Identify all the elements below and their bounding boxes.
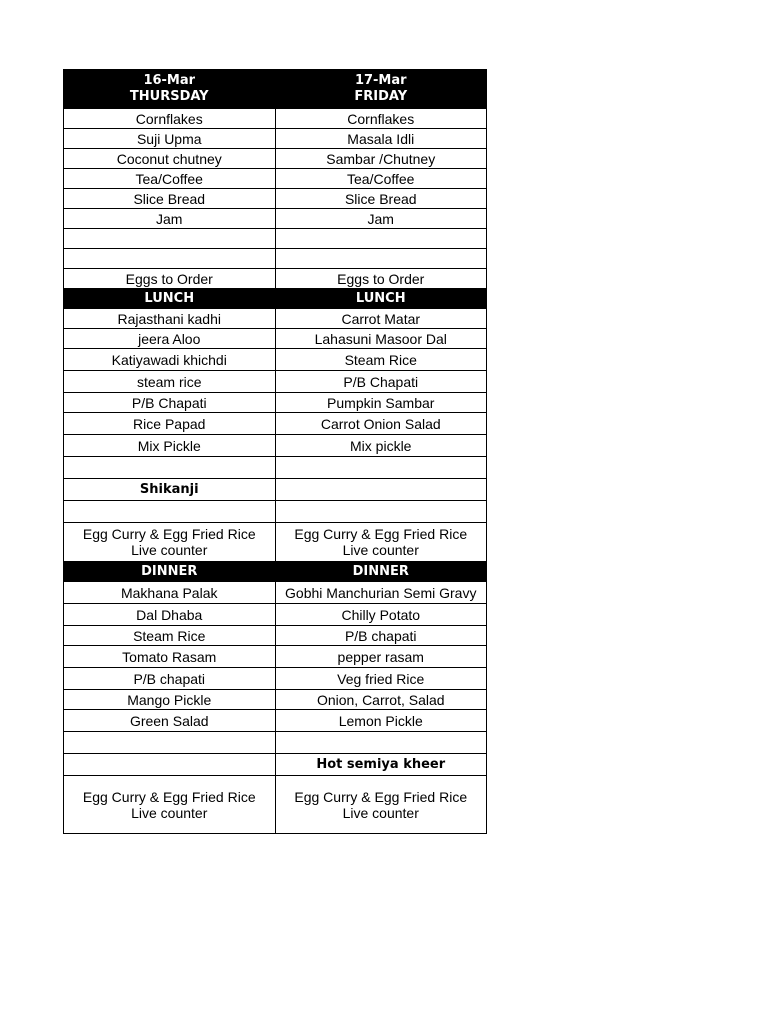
menu-cell: Slice Bread: [64, 189, 276, 209]
breakfast-row: [64, 109, 487, 129]
menu-cell: Eggs to Order: [275, 269, 487, 289]
dinner-row: [64, 754, 487, 776]
breakfast-row: [64, 129, 487, 149]
menu-cell: P/B Chapati: [275, 371, 487, 393]
lunch-row: [64, 309, 487, 329]
col2-date: 17-Mar: [275, 70, 487, 90]
menu-cell: Masala Idli: [275, 129, 487, 149]
live-counter-label: Live counter: [131, 804, 208, 821]
menu-cell: Steam Rice: [275, 349, 487, 371]
dinner-row: [64, 732, 487, 754]
menu-cell: Lemon Pickle: [275, 710, 487, 732]
menu-cell: Rajasthani kadhi: [64, 309, 276, 329]
col1-day: THURSDAY: [64, 89, 276, 109]
menu-cell: [275, 479, 487, 501]
dinner-row: [64, 690, 487, 710]
menu-cell: Hot semiya kheer: [275, 754, 487, 776]
menu-cell: [275, 501, 487, 523]
menu-cell: Jam: [64, 209, 276, 229]
live-counter-dish: Egg Curry & Egg Fried Rice: [294, 526, 468, 542]
dinner-row: [64, 604, 487, 626]
menu-cell: Mix pickle: [275, 435, 487, 457]
menu-cell: Carrot Matar: [275, 309, 487, 329]
dinner-row: [64, 582, 487, 604]
menu-cell: Chilly Potato: [275, 604, 487, 626]
menu-cell: Gobhi Manchurian Semi Gravy: [275, 582, 487, 604]
menu-cell: Rice Papad: [64, 413, 276, 435]
dinner-row: [64, 646, 487, 668]
menu-cell: Makhana Palak: [64, 582, 276, 604]
header-date-row: [64, 70, 487, 90]
menu-cell: Sambar /Chutney: [275, 149, 487, 169]
dinner-heading: DINNER: [64, 562, 276, 582]
lunch-heading: LUNCH: [64, 289, 276, 309]
live-counter-cell: [64, 523, 276, 562]
live-counter-label: Live counter: [131, 542, 208, 558]
breakfast-row: [64, 249, 487, 269]
lunch-row: [64, 329, 487, 349]
lunch-header-row: [64, 289, 487, 309]
menu-cell: [64, 457, 276, 479]
menu-cell: [275, 249, 487, 269]
col1-date: 16-Mar: [64, 70, 276, 90]
lunch-live-counter-row: [64, 523, 487, 562]
menu-cell: Lahasuni Masoor Dal: [275, 329, 487, 349]
menu-cell: Green Salad: [64, 710, 276, 732]
menu-cell: steam rice: [64, 371, 276, 393]
menu-cell: Cornflakes: [275, 109, 487, 129]
breakfast-row: [64, 209, 487, 229]
live-counter-cell: [275, 776, 487, 834]
live-counter-dish: Egg Curry & Egg Fried Rice: [82, 788, 256, 805]
breakfast-row: [64, 269, 487, 289]
lunch-row: [64, 349, 487, 371]
menu-cell: Tomato Rasam: [64, 646, 276, 668]
menu-cell: [64, 732, 276, 754]
menu-cell: [64, 501, 276, 523]
col2-day: FRIDAY: [275, 89, 487, 109]
lunch-row: [64, 479, 487, 501]
menu-cell: P/B chapati: [64, 668, 276, 690]
lunch-row: [64, 435, 487, 457]
live-counter-label: Live counter: [342, 804, 419, 821]
menu-cell: Pumpkin Sambar: [275, 393, 487, 413]
lunch-heading: LUNCH: [275, 289, 487, 309]
live-counter-cell: [64, 776, 276, 834]
menu-cell: P/B Chapati: [64, 393, 276, 413]
menu-cell: [64, 249, 276, 269]
menu-cell: [275, 732, 487, 754]
menu-cell: Tea/Coffee: [64, 169, 276, 189]
menu-cell: Mango Pickle: [64, 690, 276, 710]
menu-cell: [275, 457, 487, 479]
menu-cell: Coconut chutney: [64, 149, 276, 169]
menu-cell: Suji Upma: [64, 129, 276, 149]
live-counter-cell: [275, 523, 487, 562]
menu-cell: [64, 229, 276, 249]
lunch-row: [64, 371, 487, 393]
live-counter-label: Live counter: [342, 542, 419, 558]
lunch-row: [64, 457, 487, 479]
dinner-header-row: [64, 562, 487, 582]
breakfast-row: [64, 169, 487, 189]
dinner-heading: DINNER: [275, 562, 487, 582]
menu-cell: Jam: [275, 209, 487, 229]
dinner-row: [64, 668, 487, 690]
breakfast-row: [64, 149, 487, 169]
menu-cell: Veg fried Rice: [275, 668, 487, 690]
header-day-row: [64, 89, 487, 109]
dinner-row: [64, 710, 487, 732]
menu-cell: Tea/Coffee: [275, 169, 487, 189]
lunch-row: [64, 501, 487, 523]
menu-cell: pepper rasam: [275, 646, 487, 668]
menu-cell: jeera Aloo: [64, 329, 276, 349]
menu-cell: Onion, Carrot, Salad: [275, 690, 487, 710]
menu-cell: Mix Pickle: [64, 435, 276, 457]
breakfast-row: [64, 189, 487, 209]
dinner-live-counter-row: [64, 776, 487, 834]
menu-table: [63, 69, 487, 834]
menu-cell: Shikanji: [64, 479, 276, 501]
lunch-row: [64, 393, 487, 413]
menu-cell: Cornflakes: [64, 109, 276, 129]
menu-cell: [64, 754, 276, 776]
menu-cell: Slice Bread: [275, 189, 487, 209]
lunch-row: [64, 413, 487, 435]
menu-cell: Katiyawadi khichdi: [64, 349, 276, 371]
menu-cell: Carrot Onion Salad: [275, 413, 487, 435]
live-counter-dish: Egg Curry & Egg Fried Rice: [294, 788, 468, 805]
live-counter-dish: Egg Curry & Egg Fried Rice: [82, 526, 256, 542]
breakfast-row: [64, 229, 487, 249]
menu-cell: P/B chapati: [275, 626, 487, 646]
menu-cell: Steam Rice: [64, 626, 276, 646]
menu-cell: Dal Dhaba: [64, 604, 276, 626]
dinner-row: [64, 626, 487, 646]
menu-cell: [275, 229, 487, 249]
menu-cell: Eggs to Order: [64, 269, 276, 289]
